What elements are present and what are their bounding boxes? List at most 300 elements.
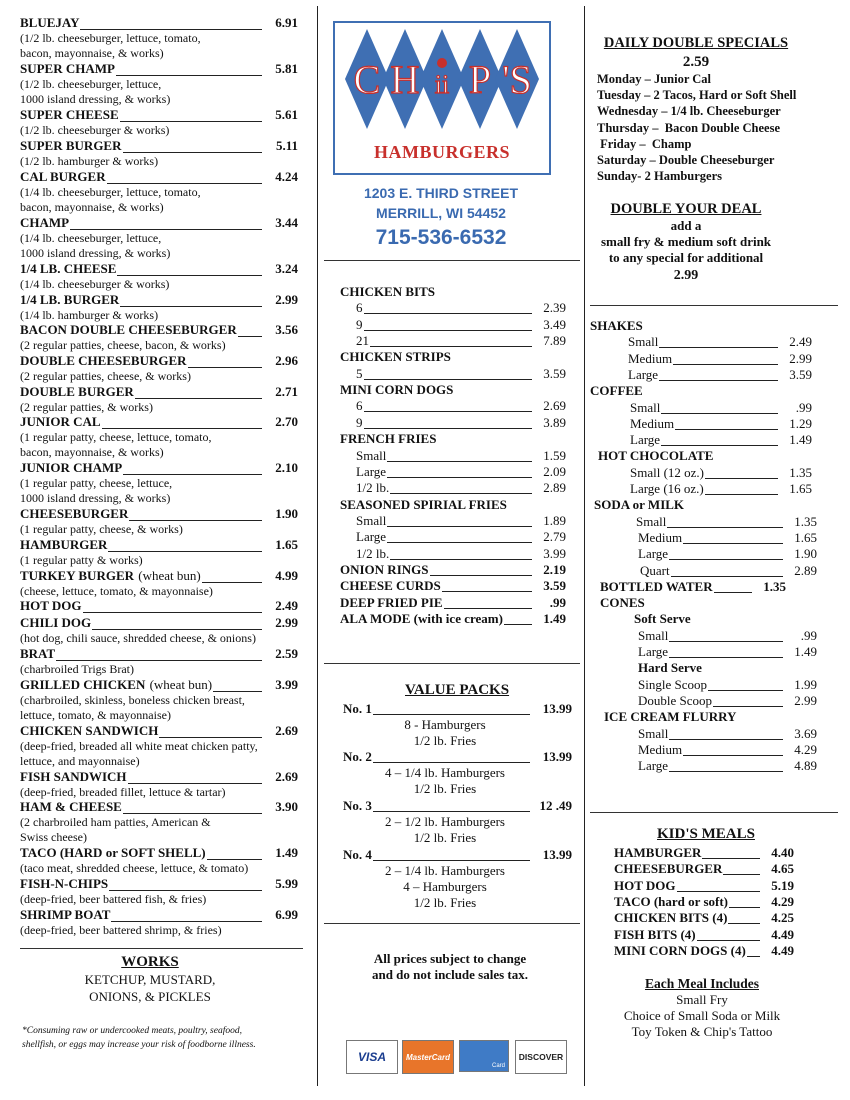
daily-specials-title: DAILY DOUBLE SPECIALS — [603, 35, 789, 51]
row-label: Small — [638, 725, 669, 741]
menu-item-name — [20, 646, 56, 662]
works-section — [20, 954, 280, 1005]
menu-item-description: (deep-fried, beer battered fish, & fries) — [20, 892, 207, 906]
daily-specials-price: 2.59 — [682, 54, 710, 70]
row-label: Large — [356, 463, 387, 479]
item-name-text: CHAMP — [20, 215, 70, 230]
item-name-note: (wheat bun) — [135, 568, 201, 583]
menu-item-name — [20, 876, 109, 892]
section-heading: HOT CHOCOLATE — [598, 448, 714, 464]
menu-item-description: (1 regular patty, cheese, & works) — [20, 522, 183, 536]
menu-row — [638, 677, 817, 693]
row-price: .99 — [800, 627, 817, 643]
row-price: .99 — [549, 594, 566, 610]
pack-content: 2 – 1/2 lb. Hamburgers — [385, 814, 505, 829]
section-heading: FRENCH FRIES — [340, 431, 437, 447]
divider — [20, 948, 303, 949]
item-name-text: SUPER CHEESE — [20, 107, 119, 122]
works-line: KETCHUP, MUSTARD, — [84, 972, 216, 987]
row-price: 4.89 — [794, 758, 817, 774]
city-state-zip: MERRILL, WI 54452 — [376, 205, 506, 221]
row-label: Medium — [628, 350, 673, 366]
row-price: 2.99 — [789, 350, 812, 366]
row-label: Small — [638, 627, 669, 643]
menu-item — [20, 169, 300, 215]
row-price: 1.89 — [543, 512, 566, 528]
menu-row — [356, 513, 566, 529]
menu-item-name — [20, 107, 120, 123]
price-note — [340, 951, 560, 983]
card-label: Card — [491, 1063, 505, 1069]
section-heading: MINI CORN DOGS — [340, 382, 454, 398]
row-price: 2.99 — [794, 692, 817, 708]
menu-item-price: 4.24 — [275, 169, 298, 184]
pack-price: 12 .49 — [539, 798, 572, 813]
daily-special: Sunday- 2 Hamburgers — [597, 169, 723, 184]
menu-item-name — [20, 568, 202, 584]
pack-number: No. 2 — [343, 749, 372, 764]
menu-item-price: 3.90 — [275, 799, 298, 814]
double-deal-title: DOUBLE YOUR DEAL — [610, 201, 762, 217]
section-heading: CHICKEN BITS — [340, 284, 435, 299]
row-label: Small — [356, 512, 387, 528]
menu-item-price: 6.99 — [275, 907, 298, 922]
menu-item-name — [20, 460, 123, 476]
row-price: 1.65 — [789, 481, 812, 496]
item-name-text: BRAT — [20, 646, 56, 661]
menu-item-price: 1.49 — [275, 845, 298, 860]
daily-special: Thursday – Bacon Double Cheese — [597, 120, 781, 135]
menu-item-description: (2 charbroiled ham patties, American & Swiss cheese) — [20, 815, 211, 844]
menu-item-description: (1/4 lb. cheeseburger & works) — [20, 277, 170, 291]
leader-line — [356, 411, 532, 412]
value-packs-title: VALUE PACKS — [405, 682, 510, 698]
value-pack-row — [343, 749, 572, 765]
amex-card-icon — [459, 1040, 509, 1072]
menu-row — [356, 546, 566, 562]
logo-letter: P — [468, 57, 492, 102]
menu-item-name — [20, 261, 117, 277]
menu-row — [630, 416, 812, 432]
section-heading: CHICKEN STRIPS — [340, 349, 451, 365]
row-label: Small — [356, 447, 387, 463]
kids-meal-row — [614, 861, 794, 877]
row-label: Large (16 oz.) — [630, 481, 704, 496]
menu-item-price: 2.99 — [275, 292, 298, 307]
item-name-text: CHICKEN SANDWICH — [20, 723, 159, 738]
menu-item-price: 2.99 — [275, 615, 298, 630]
menu-item-description: (1 regular patty & works) — [20, 553, 143, 567]
row-price: 3.49 — [543, 316, 566, 332]
kids-meal-row — [614, 927, 794, 943]
phone-number: 715-536-6532 — [375, 226, 507, 249]
works-title: WORKS — [121, 954, 179, 970]
row-price: 1.29 — [789, 415, 812, 431]
menu-row — [356, 300, 566, 316]
menu-item-name — [20, 322, 238, 338]
menu-item-price: 2.69 — [275, 723, 298, 738]
menu-item-description: (1 regular patty, cheese, lettuce, 1000 island dressing, & works) — [20, 476, 173, 505]
pack-content: 4 – 1/4 lb. Hamburgers — [385, 765, 505, 780]
row-price: 2.09 — [543, 463, 566, 479]
divider — [590, 305, 838, 306]
menu-row — [630, 400, 812, 416]
menu-item-description: (1/2 lb. cheeseburger & works) — [20, 123, 170, 137]
menu-row — [340, 562, 566, 578]
menu-row — [340, 611, 566, 627]
item-name-text: CAL BURGER — [20, 169, 106, 184]
menu-item-name — [20, 845, 207, 861]
row-label: CHICKEN BITS (4) — [614, 910, 728, 926]
visa-card-icon — [346, 1040, 398, 1074]
menu-item-description: (charbroiled Trigs Brat) — [20, 662, 134, 676]
item-name-text: HAM & CHEESE — [20, 799, 122, 814]
menu-row — [356, 480, 566, 496]
row-price: 2.79 — [543, 529, 566, 545]
row-label: Medium — [630, 415, 675, 431]
menu-item-name — [20, 169, 107, 185]
menu-item — [20, 15, 300, 61]
menu-item-price: 5.11 — [275, 138, 298, 153]
includes-item: Choice of Small Soda or Milk — [623, 1008, 781, 1023]
menu-row — [630, 481, 812, 497]
row-price: .99 — [795, 399, 812, 415]
row-price: 3.59 — [789, 366, 812, 382]
row-price: 4.29 — [771, 893, 794, 909]
kids-meal-row — [614, 878, 794, 894]
value-pack-row — [343, 798, 572, 814]
leader-line — [356, 330, 532, 331]
menu-item-description: (cheese, lettuce, tomato, & mayonnaise) — [20, 584, 213, 598]
menu-item-price: 5.81 — [275, 61, 298, 76]
row-price: 4.65 — [771, 861, 794, 877]
double-deal-line: add a — [670, 218, 702, 233]
row-price: 3.59 — [543, 578, 566, 594]
section-heading: Hard Serve — [638, 660, 702, 676]
section-heading: Soft Serve — [634, 611, 691, 627]
row-label: 21 — [356, 333, 369, 349]
row-price: 2.89 — [794, 562, 817, 578]
item-name-text: FISH SANDWICH — [20, 769, 127, 784]
menu-item-name — [20, 215, 70, 231]
menu-row — [638, 693, 817, 709]
menu-item — [20, 460, 300, 506]
row-price: 5.19 — [771, 877, 794, 893]
menu-item-description: (2 regular patties, cheese, & works) — [20, 369, 191, 383]
menu-row — [638, 628, 817, 644]
divider — [324, 260, 580, 261]
row-label: 9 — [356, 316, 363, 332]
menu-item-price: 2.70 — [275, 414, 298, 429]
menu-row — [640, 563, 817, 579]
menu-row — [356, 398, 566, 414]
pack-content: 1/2 lb. Fries — [413, 733, 477, 748]
row-price: 3.89 — [543, 414, 566, 430]
row-label: DEEP FRIED PIE — [340, 594, 443, 610]
row-label: Large — [638, 546, 669, 562]
mastercard-icon — [402, 1040, 454, 1074]
menu-item-description: (taco meat, shredded cheese, lettuce, & tomato) — [20, 861, 249, 875]
item-name-text: DOUBLE BURGER — [20, 384, 134, 399]
leader-line — [356, 313, 532, 314]
item-name-text: JUNIOR CAL — [20, 414, 101, 429]
pack-price: 13.99 — [542, 701, 572, 716]
row-price: 7.89 — [543, 333, 566, 349]
divider — [324, 663, 580, 664]
row-label: ONION RINGS — [340, 561, 429, 577]
value-pack-row — [343, 701, 572, 717]
includes-item: Toy Token & Chip's Tattoo — [631, 1024, 773, 1039]
address-block — [333, 183, 549, 253]
menu-row — [356, 415, 566, 431]
item-name-note: (wheat bun) — [146, 677, 213, 692]
menu-item — [20, 215, 300, 261]
price-note-line: All prices subject to change — [373, 951, 527, 966]
row-price: 2.89 — [543, 480, 566, 496]
row-price: 2.49 — [789, 334, 812, 350]
kids-meal-row — [614, 894, 794, 910]
logo-letter: C — [353, 57, 381, 102]
menu-item-description: (deep-fried, breaded all white meat chicken patty, lettuce, and mayonnaise) — [20, 739, 258, 768]
menu-item-price: 3.24 — [275, 261, 298, 276]
menu-item — [20, 907, 300, 953]
menu-item-name — [20, 292, 120, 308]
menu-item-description: (deep-fried, breaded fillet, lettuce & tartar) — [20, 785, 226, 799]
row-price: 1.49 — [794, 644, 817, 659]
row-price: 3.99 — [543, 545, 566, 561]
menu-item-description: (hot dog, chili sauce, shredded cheese, & onions) — [20, 631, 256, 645]
menu-item-description: (1/4 lb. hamburger & works) — [20, 308, 159, 322]
meal-includes — [592, 975, 812, 1040]
menu-item-description: (1/2 lb. cheeseburger, lettuce, 1000 island dressing, & works) — [20, 77, 171, 106]
row-price: 1.35 — [763, 578, 786, 594]
value-pack-row — [343, 847, 572, 863]
menu-row — [340, 595, 566, 611]
row-label: HAMBURGER — [614, 845, 702, 860]
menu-item-name — [20, 506, 129, 522]
menu-item-name — [20, 615, 92, 631]
row-price: 1.49 — [543, 611, 566, 626]
daily-special: Wednesday – 1/4 lb. Cheeseburger — [597, 104, 781, 119]
menu-row — [636, 514, 817, 530]
menu-item-price: 6.91 — [275, 15, 298, 30]
menu-item-price: 5.99 — [275, 876, 298, 891]
menu-row — [356, 317, 566, 333]
row-label: Medium — [638, 741, 683, 757]
menu-item-price: 4.99 — [275, 568, 298, 583]
menu-row — [628, 351, 812, 367]
row-label: Large — [628, 366, 659, 382]
menu-item-name — [20, 598, 83, 614]
menu-row — [356, 333, 566, 349]
card-label: VISA — [357, 1050, 386, 1064]
menu-item — [20, 677, 300, 723]
row-price: 1.90 — [794, 546, 817, 562]
daily-specials-header — [592, 34, 800, 72]
row-price: 2.19 — [543, 561, 566, 577]
row-price: 1.49 — [789, 432, 812, 448]
row-label: 1/2 lb. — [356, 480, 390, 496]
price-note-line: and do not include sales tax. — [371, 967, 529, 982]
menu-row — [628, 334, 812, 350]
item-name-text: 1/4 LB. BURGER — [20, 292, 120, 307]
menu-row — [638, 726, 817, 742]
menu-item-description: (charbroiled, skinless, boneless chicken breast, lettuce, tomato, & mayonnaise) — [20, 693, 245, 722]
chips-logo — [333, 21, 551, 175]
row-label: ALA MODE (with ice cream) — [340, 611, 503, 626]
item-name-text: HAMBURGER — [20, 537, 108, 552]
menu-item — [20, 723, 300, 769]
menu-item-price: 2.71 — [275, 384, 298, 399]
pack-content: 1/2 lb. Fries — [413, 895, 477, 910]
menu-item — [20, 799, 300, 845]
item-name-text: HOT DOG — [20, 598, 82, 613]
menu-row — [600, 579, 786, 595]
row-label: Small (12 oz.) — [630, 464, 705, 480]
row-price: 2.69 — [543, 398, 566, 414]
includes-item: Small Fry — [676, 992, 728, 1007]
pack-price: 13.99 — [542, 749, 572, 764]
row-price: 4.29 — [794, 741, 817, 757]
menu-item-name — [20, 414, 102, 430]
daily-special: Monday – Junior Cal — [597, 72, 712, 86]
row-price: 4.49 — [771, 942, 794, 958]
kids-meals-title: KID'S MEALS — [657, 826, 755, 842]
row-label: Large — [638, 758, 669, 774]
item-name-text: BACON DOUBLE CHEESEBURGER — [20, 322, 237, 337]
divider — [324, 923, 580, 924]
leader-line — [356, 379, 532, 380]
kids-meal-row — [614, 845, 794, 861]
row-label: Single Scoop — [638, 676, 707, 692]
menu-item-name — [20, 799, 123, 815]
menu-item-price: 3.99 — [275, 677, 298, 692]
leader-line — [356, 346, 532, 347]
row-label: MINI CORN DOGS (4) — [614, 942, 746, 958]
row-price: 4.25 — [771, 910, 794, 926]
menu-row — [356, 529, 566, 545]
foodborne-warning — [22, 1024, 312, 1052]
row-label: BOTTLED WATER — [600, 578, 713, 594]
item-name-text: 1/4 LB. CHEESE — [20, 261, 117, 276]
menu-item-price: 1.65 — [275, 537, 298, 552]
menu-item-name — [20, 353, 188, 369]
row-label: CHEESE CURDS — [340, 578, 441, 594]
menu-row — [340, 578, 566, 594]
logo-letter: 'S — [502, 57, 532, 102]
row-label: 9 — [356, 414, 363, 430]
pack-content: 1/2 lb. Fries — [413, 781, 477, 796]
menu-row — [638, 546, 817, 562]
menu-item-description: (2 regular patties, & works) — [20, 400, 153, 414]
section-heading: CONES — [600, 595, 645, 611]
card-label: DISCOVER — [518, 1052, 564, 1062]
works-line: ONIONS, & PICKLES — [89, 989, 211, 1004]
row-price: 1.59 — [543, 447, 566, 463]
warning-line: *Consuming raw or undercooked meats, poultry, seafood, — [22, 1026, 242, 1036]
pack-content: 4 – Hamburgers — [403, 879, 487, 894]
menu-row — [356, 464, 566, 480]
pack-number: No. 1 — [343, 701, 372, 716]
column-divider — [317, 6, 318, 1086]
menu-item-price: 5.61 — [275, 107, 298, 122]
menu-item-price: 2.10 — [275, 460, 298, 475]
row-label: Quart — [640, 562, 670, 578]
item-name-text: JUNIOR CHAMP — [20, 460, 123, 475]
menu-item-price: 2.96 — [275, 353, 298, 368]
item-name-text: DOUBLE CHEESEBURGER — [20, 353, 187, 368]
row-label: Large — [630, 432, 661, 448]
menu-item-price: 2.49 — [275, 598, 298, 613]
menu-item-description: (1 regular patty, cheese, lettuce, tomato, bacon, mayonnaise, & works) — [20, 430, 212, 459]
item-name-text: TURKEY BURGER — [20, 568, 135, 583]
menu-item-name — [20, 907, 111, 923]
item-name-text: FISH-N-CHIPS — [20, 876, 109, 891]
row-label: Small — [628, 334, 659, 350]
leader-line — [20, 660, 262, 661]
menu-item-price: 1.90 — [275, 506, 298, 521]
row-label: CHEESEBURGER — [614, 861, 723, 877]
row-price: 4.40 — [771, 845, 794, 860]
discover-card-icon — [515, 1040, 567, 1074]
menu-row — [356, 448, 566, 464]
section-heading: SODA or MILK — [594, 497, 685, 513]
warning-line: shellfish, or eggs may increase your risk of foodborne illness. — [22, 1040, 256, 1050]
pack-number: No. 3 — [343, 798, 372, 813]
section-heading: COFFEE — [590, 383, 643, 399]
row-label: TACO (hard or soft) — [614, 893, 728, 909]
row-label: 6 — [356, 300, 363, 316]
item-name-text: SHRIMP BOAT — [20, 907, 111, 922]
item-name-text: TACO (HARD or SOFT SHELL) — [20, 845, 206, 860]
menu-item-name — [20, 723, 159, 739]
double-deal-line: small fry & medium soft drink — [600, 234, 772, 249]
row-price: 1.35 — [794, 513, 817, 529]
kids-meal-row — [614, 943, 794, 959]
pack-number: No. 4 — [343, 847, 372, 862]
menu-item-price: 2.59 — [275, 646, 298, 661]
menu-item-description: (1/2 lb. hamburger & works) — [20, 154, 159, 168]
row-label: HOT DOG — [614, 877, 676, 893]
double-deal-price: 2.99 — [673, 268, 699, 283]
menu-row — [638, 742, 817, 758]
row-label: Large — [356, 529, 387, 545]
menu-item-name — [20, 769, 128, 785]
pack-price: 13.99 — [542, 847, 572, 862]
double-deal — [592, 200, 780, 286]
menu-item-name — [20, 61, 116, 77]
section-heading: SHAKES — [590, 318, 643, 333]
menu-item-description: (1/4 lb. cheeseburger, lettuce, tomato, bacon, mayonnaise, & works) — [20, 185, 201, 214]
menu-item-name — [20, 15, 80, 31]
row-price: 1.35 — [789, 464, 812, 480]
card-label: MasterCard — [405, 1052, 450, 1062]
menu-row — [356, 366, 566, 382]
menu-item — [20, 414, 300, 460]
menu-item-description: (2 regular patties, cheese, bacon, & works) — [20, 338, 226, 352]
row-price: 1.99 — [794, 676, 817, 692]
item-name-text: CHEESEBURGER — [20, 506, 129, 521]
daily-special: Tuesday – 2 Tacos, Hard or Soft Shell — [597, 88, 797, 103]
menu-row — [638, 644, 817, 660]
row-price: 1.65 — [794, 529, 817, 545]
item-name-text: SUPER CHAMP — [20, 61, 115, 76]
row-price: 3.69 — [794, 725, 817, 741]
includes-title: Each Meal Includes — [644, 976, 759, 991]
menu-item-name — [20, 677, 213, 693]
menu-item-price: 3.44 — [275, 215, 298, 230]
menu-row — [630, 432, 812, 448]
